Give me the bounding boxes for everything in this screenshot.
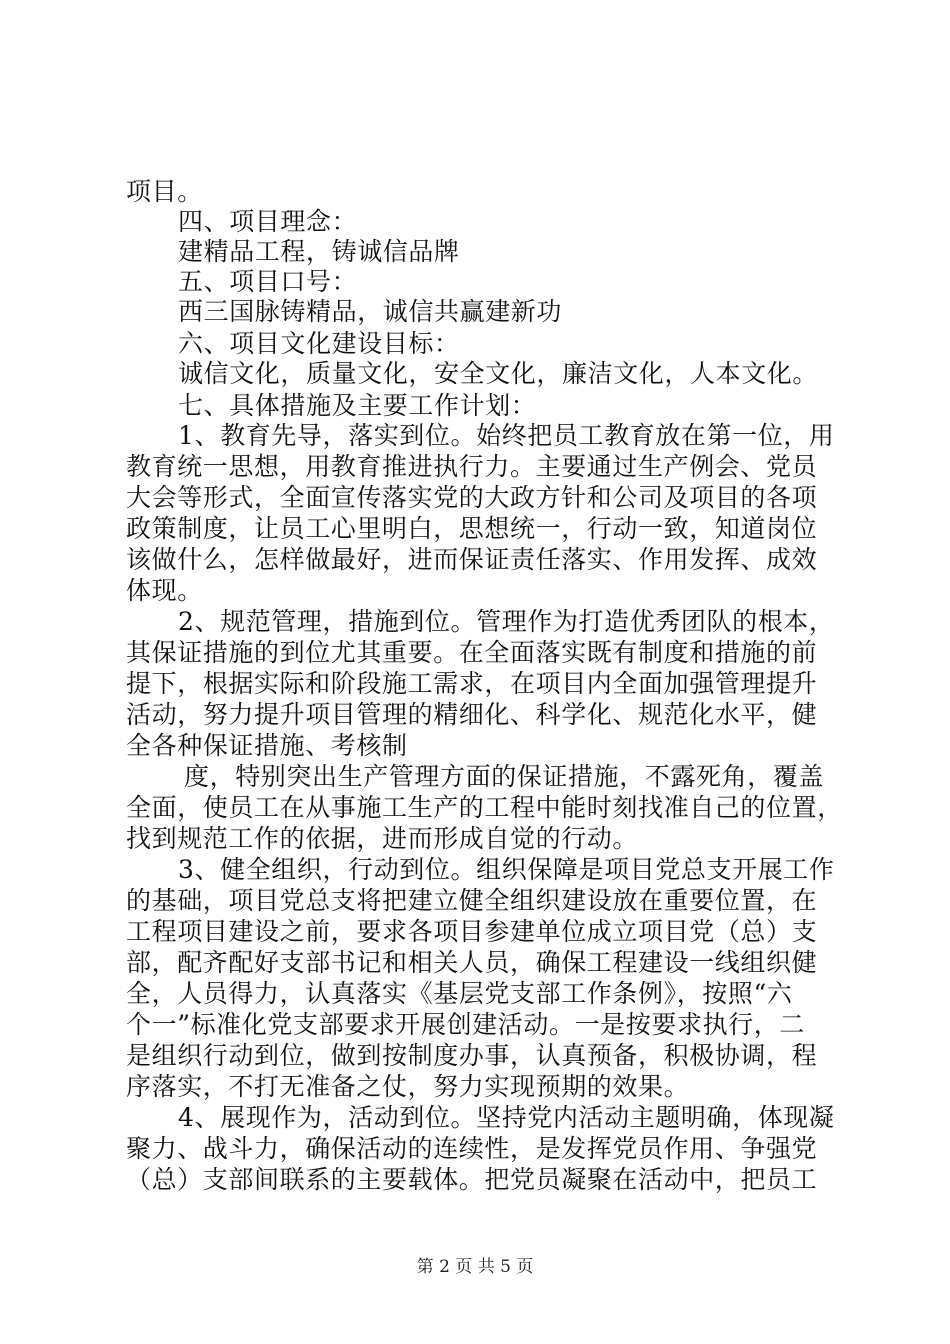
text-line: 西三国脉铸精品，诚信共赢建新功 [178, 297, 563, 326]
text-line: 度，特别突出生产管理方面的保证措施，不露死角，覆盖 [184, 762, 825, 791]
text-line: 工程项目建设之前，要求各项目参建单位成立项目党（总）支 [126, 917, 818, 946]
section-heading: 四、项目理念： [178, 207, 358, 236]
text-line: 聚力、战斗力，确保活动的连续性，是发挥党员作用、争强党 [126, 1134, 818, 1163]
text-line: 序落实，不打无准备之仗，努力实现预期的效果。 [126, 1072, 690, 1101]
text-line: 项目。 [126, 177, 203, 206]
section-heading: 五、项目口号： [178, 267, 358, 296]
text-line: 部，配齐配好支部书记和相关人员，确保工程建设一线组织健 [126, 948, 818, 977]
text-line: 诚信文化，质量文化，安全文化，廉洁文化，人本文化。 [178, 359, 819, 388]
section-heading: 六、项目文化建设目标： [178, 329, 460, 358]
text-line: 全各种保证措施、考核制 [126, 731, 408, 760]
paragraph-start: 1、教育先导，落实到位。始终把员工教育放在第一位，用 [178, 421, 835, 450]
text-line: 建精品工程，铸诚信品牌 [178, 237, 460, 266]
text-line: 全面，使员工在从事施工生产的工程中能时刻找准自己的位置， [126, 793, 843, 822]
text-line: 政策制度，让员工心里明白，思想统一，行动一致，知道岗位 [126, 514, 818, 543]
text-line: 其保证措施的到位尤其重要。在全面落实既有制度和措施的前 [126, 638, 818, 667]
text-line: 教育统一思想，用教育推进执行力。主要通过生产例会、党员 [126, 452, 818, 481]
page-number-footer: 第 2 页 共 5 页 [416, 1257, 534, 1277]
section-heading: 七、具体措施及主要工作计划： [178, 391, 537, 420]
text-line: 个一”标准化党支部要求开展创建活动。一是按要求执行，二 [126, 1010, 805, 1039]
text-line: 找到规范工作的依据，进而形成自觉的行动。 [126, 824, 639, 853]
text-line: 是组织行动到位，做到按制度办事，认真预备，积极协调，程 [126, 1041, 818, 1070]
text-line: 体现。 [126, 576, 203, 605]
text-line: 大会等形式，全面宣传落实党的大政方针和公司及项目的各项 [126, 483, 818, 512]
text-line: （总）支部间联系的主要载体。把党员凝聚在活动中，把员工 [126, 1165, 818, 1194]
paragraph-start: 4、展现作为，活动到位。坚持党内活动主题明确，体现凝 [178, 1103, 835, 1132]
text-line: 的基础，项目党总支将把建立健全组织建设放在重要位置，在 [126, 886, 818, 915]
text-line: 活动，努力提升项目管理的精细化、科学化、规范化水平，健 [126, 700, 818, 729]
text-line: 全，人员得力，认真落实《基层党支部工作条例》，按照“六 [126, 979, 793, 1008]
text-line: 提下，根据实际和阶段施工需求，在项目内全面加强管理提升 [126, 669, 818, 698]
paragraph-start: 3、健全组织，行动到位。组织保障是项目党总支开展工作 [178, 855, 835, 884]
paragraph-start: 2、规范管理，措施到位。管理作为打造优秀团队的根本， [178, 607, 835, 636]
text-line: 该做什么，怎样做最好，进而保证责任落实、作用发挥、成效 [126, 545, 818, 574]
